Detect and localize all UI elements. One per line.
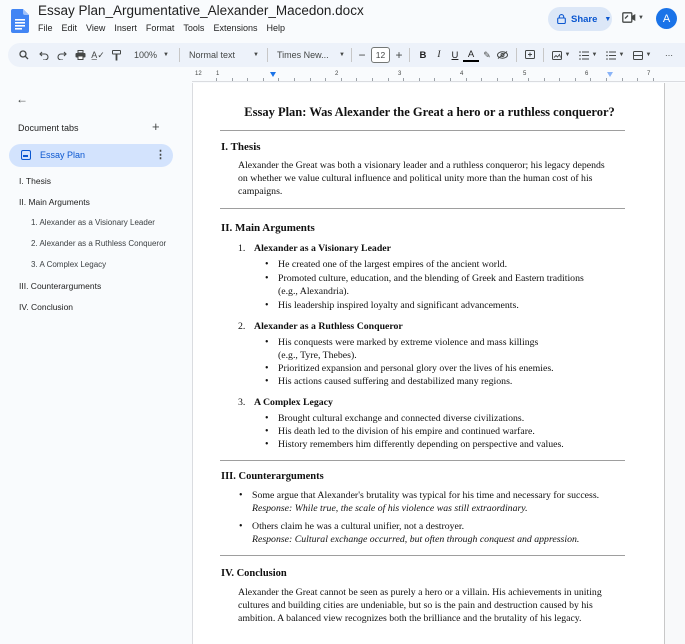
image-icon[interactable] [549, 46, 573, 64]
ruler-tick [216, 78, 217, 81]
underline-icon[interactable]: U [451, 49, 459, 61]
list-item: • Promoted culture, education, and the blending of Greek and Eastern traditions (e.g., Alexandria). [263, 272, 584, 298]
ruler-tick [294, 78, 295, 81]
ruler-label: 5 [523, 71, 527, 77]
toolbar-divider [267, 48, 268, 62]
search-icon[interactable] [16, 46, 32, 64]
undo-icon[interactable] [36, 46, 52, 64]
line-spacing-dropdown-icon: ▼ [645, 52, 652, 58]
font-size-input[interactable]: 12 [371, 47, 390, 63]
list-item: • Brought cultural exchange and connected diverse civilizations. [263, 412, 524, 425]
ruler-tick [497, 78, 498, 81]
more-options-icon[interactable]: ⋮ [155, 149, 166, 161]
spellcheck-icon[interactable]: A̲✓ [91, 49, 105, 60]
toolbar-divider [179, 48, 180, 62]
ruler-tick [575, 78, 576, 81]
ruler-label: 2 [335, 71, 339, 77]
ruler-tick [450, 78, 451, 81]
ruler-tick [388, 78, 389, 81]
toolbar-divider [409, 48, 410, 62]
text-line: Alexander the Great cannot be seen as purely a hero or a villain. His achievements in uniting [238, 587, 602, 598]
share-button[interactable] [548, 7, 612, 31]
meet-dropdown-icon: ▼ [638, 14, 644, 21]
paragraph-style-select[interactable] [189, 46, 259, 64]
conclusion-paragraph [238, 586, 602, 625]
style-value: Normal text [188, 50, 235, 60]
meet-button[interactable] [622, 12, 644, 23]
thesis-paragraph [238, 159, 605, 198]
bullet-list-dropdown-icon: ▼ [618, 52, 625, 58]
ruler-label: 3 [398, 71, 402, 77]
video-call-icon [622, 12, 636, 23]
zoom-value: 100% [134, 50, 158, 60]
counterargument-item: • Some argue that Alexander's brutality was typical for his time and necessary for success. Response: While true, the scale of his violence was still extraordinary. [237, 489, 599, 515]
outline-item-conclusion[interactable]: IV. Conclusion [19, 302, 74, 312]
menu-insert[interactable]: Insert [114, 23, 137, 33]
ruler-tick [637, 78, 638, 81]
paint-format-icon[interactable] [108, 46, 124, 64]
toolbar-divider [516, 48, 517, 62]
ruler-tick [544, 78, 545, 81]
document-canvas [192, 83, 685, 644]
zoom-select[interactable] [134, 46, 169, 64]
conclusion-heading: IV. Conclusion [221, 568, 287, 579]
font-dropdown-icon: ▼ [339, 52, 345, 58]
document-page[interactable] [192, 83, 665, 644]
outline-item-ruthless-conqueror[interactable]: 2. Alexander as a Ruthless Conqueror [31, 239, 167, 248]
text-color-icon[interactable]: A [463, 49, 479, 62]
ruler-tick [263, 78, 264, 81]
hide-icon[interactable] [495, 46, 511, 64]
bold-icon[interactable]: B [419, 49, 427, 61]
style-dropdown-icon: ▼ [253, 52, 259, 58]
ruler-tick [356, 78, 357, 81]
formatting-toolbar [8, 43, 685, 67]
tab-label: Essay Plan [40, 150, 86, 160]
ruler-tick [622, 78, 623, 81]
line-spacing-icon[interactable] [630, 46, 654, 64]
ruler-tick [325, 78, 326, 81]
back-arrow-icon[interactable]: ← [16, 92, 28, 106]
ruler-tick [434, 78, 435, 81]
menu-format[interactable]: Format [145, 23, 175, 33]
tab-essay-plan[interactable] [9, 144, 173, 167]
list-item: • Prioritized expansion and personal glory over the lives of his enemies. [263, 362, 554, 375]
outline-item-thesis[interactable]: I. Thesis [19, 176, 51, 186]
checklist-icon[interactable] [576, 46, 600, 64]
bullet-list-icon[interactable] [603, 46, 627, 64]
argument-title: Alexander as a Visionary Leader [254, 243, 391, 254]
ruler-tick [403, 78, 404, 81]
ruler-tick [419, 78, 420, 81]
menu-extensions[interactable]: Extensions [213, 23, 258, 33]
argument-heading [238, 321, 403, 332]
more-icon[interactable]: ⋯ [664, 50, 673, 60]
menu-bar [38, 23, 294, 33]
ruler-label: 12 [195, 71, 202, 77]
share-label: Share [571, 13, 598, 25]
font-value: Times New... [276, 50, 329, 60]
toolbar-divider [543, 48, 544, 62]
ruler-tick [559, 78, 560, 81]
ruler-tick [590, 78, 591, 81]
menu-tools[interactable]: Tools [183, 23, 205, 33]
comment-icon[interactable] [522, 46, 538, 64]
document-heading: Essay Plan: Was Alexander the Great a hero or a ruthless conqueror? [244, 105, 615, 119]
ruler-label: 1 [216, 71, 220, 77]
redo-icon[interactable] [54, 46, 70, 64]
increase-font-size-button[interactable]: + [395, 48, 403, 62]
ruler-tick [310, 78, 311, 81]
lock-icon [557, 14, 566, 24]
outline-item-complex-legacy[interactable]: 3. A Complex Legacy [31, 260, 107, 269]
ruler-label: 6 [585, 71, 589, 77]
toolbar-divider [351, 48, 352, 62]
document-title[interactable]: Essay Plan_Argumentative_Alexander_Macedon.docx [38, 3, 364, 18]
outline-item-main-arguments[interactable]: II. Main Arguments [19, 197, 90, 207]
ruler-tick [481, 78, 482, 81]
list-item: • He created one of the largest empires of the ancient world. [263, 258, 507, 271]
ruler-tick [232, 78, 233, 81]
ruler-tick [653, 78, 654, 81]
outline-item-visionary-leader[interactable]: 1. Alexander as a Visionary Leader [31, 218, 155, 227]
account-avatar[interactable]: A [656, 8, 677, 29]
text-line: ambition. A balanced view recognizes both the brilliance and the brutality of his legacy. [238, 613, 582, 624]
horizontal-ruler[interactable] [192, 70, 685, 82]
list-item: • History remembers him differently depending on perspective and values. [263, 438, 564, 451]
argument-title: A Complex Legacy [254, 397, 333, 408]
ruler-tick [606, 78, 607, 81]
title-bar [0, 0, 685, 40]
ruler-tick [372, 78, 373, 81]
google-docs-logo-icon[interactable] [11, 9, 29, 33]
checklist-dropdown-icon: ▼ [591, 52, 598, 58]
ruler-tick [247, 78, 248, 81]
decrease-font-size-button[interactable]: − [358, 48, 366, 62]
main-arguments-heading: II. Main Arguments [221, 222, 315, 234]
image-dropdown-icon: ▼ [564, 52, 571, 58]
list-number: 1. [238, 243, 246, 254]
text-line: cultures and building cities are undeniable, but so is the pain and destruction caused by his [238, 600, 593, 611]
list-item: • His leadership inspired loyalty and significant advancements. [263, 299, 519, 312]
list-item: • His death led to the division of his empire and continued warfare. [263, 425, 535, 438]
argument-heading [238, 243, 391, 254]
horizontal-rule [220, 130, 625, 131]
argument-heading [238, 397, 333, 408]
highlight-icon[interactable]: ✎ [483, 49, 491, 60]
ruler-tick [278, 78, 279, 81]
list-number: 2. [238, 321, 246, 332]
menu-view[interactable]: View [86, 23, 106, 33]
counterarguments-heading: III. Counterarguments [221, 471, 324, 482]
font-select[interactable] [277, 46, 345, 64]
ruler-tick [528, 78, 529, 81]
argument-title: Alexander as a Ruthless Conqueror [254, 321, 403, 332]
add-tab-icon[interactable]: + [152, 119, 160, 134]
ruler-label: 4 [460, 71, 464, 77]
response-text: Response: Cultural exchange occurred, but often through conquest and appression. [252, 534, 580, 545]
right-indent-marker[interactable] [607, 72, 613, 77]
ruler-tick [512, 78, 513, 81]
document-tabs-heading: Document tabs [18, 123, 79, 133]
horizontal-rule [220, 460, 625, 461]
document-tabs-sidebar [0, 70, 190, 644]
share-dropdown-icon: ▼ [604, 15, 612, 23]
horizontal-rule [220, 208, 625, 209]
outline-item-counterarguments[interactable]: III. Counterarguments [19, 281, 102, 291]
counterargument-item: • Others claim he was a cultural unifier, not a destroyer. Response: Cultural exchange occurred, but often through conquest and appression. [237, 520, 579, 546]
menu-help[interactable]: Help [266, 23, 285, 33]
ruler-label: 7 [647, 71, 651, 77]
ruler-tick [466, 78, 467, 81]
print-icon[interactable] [72, 46, 88, 64]
horizontal-rule [220, 555, 625, 556]
left-indent-marker[interactable] [270, 72, 276, 77]
response-text: Response: While true, the scale of his violence was still extraordinary. [252, 503, 528, 514]
list-number: 3. [238, 397, 246, 408]
text-line: on whether we value cultural influence and political unity more than the human cost of his [238, 173, 593, 184]
menu-file[interactable]: File [38, 23, 53, 33]
text-line: campaigns. [238, 186, 283, 197]
ruler-tick [341, 78, 342, 81]
thesis-heading: I. Thesis [221, 141, 261, 153]
zoom-dropdown-icon: ▼ [163, 52, 169, 58]
menu-edit[interactable]: Edit [61, 23, 78, 33]
document-tab-icon [21, 150, 31, 160]
text-line: Alexander the Great was both a visionary leader and a ruthless conqueror; his legacy depends [238, 160, 605, 171]
list-item: • His conquests were marked by extreme violence and mass killings (e.g., Tyre, Thebes). [263, 336, 538, 362]
list-item: • His actions caused suffering and destabilized many regions. [263, 375, 512, 388]
italic-icon[interactable]: I [437, 50, 441, 60]
